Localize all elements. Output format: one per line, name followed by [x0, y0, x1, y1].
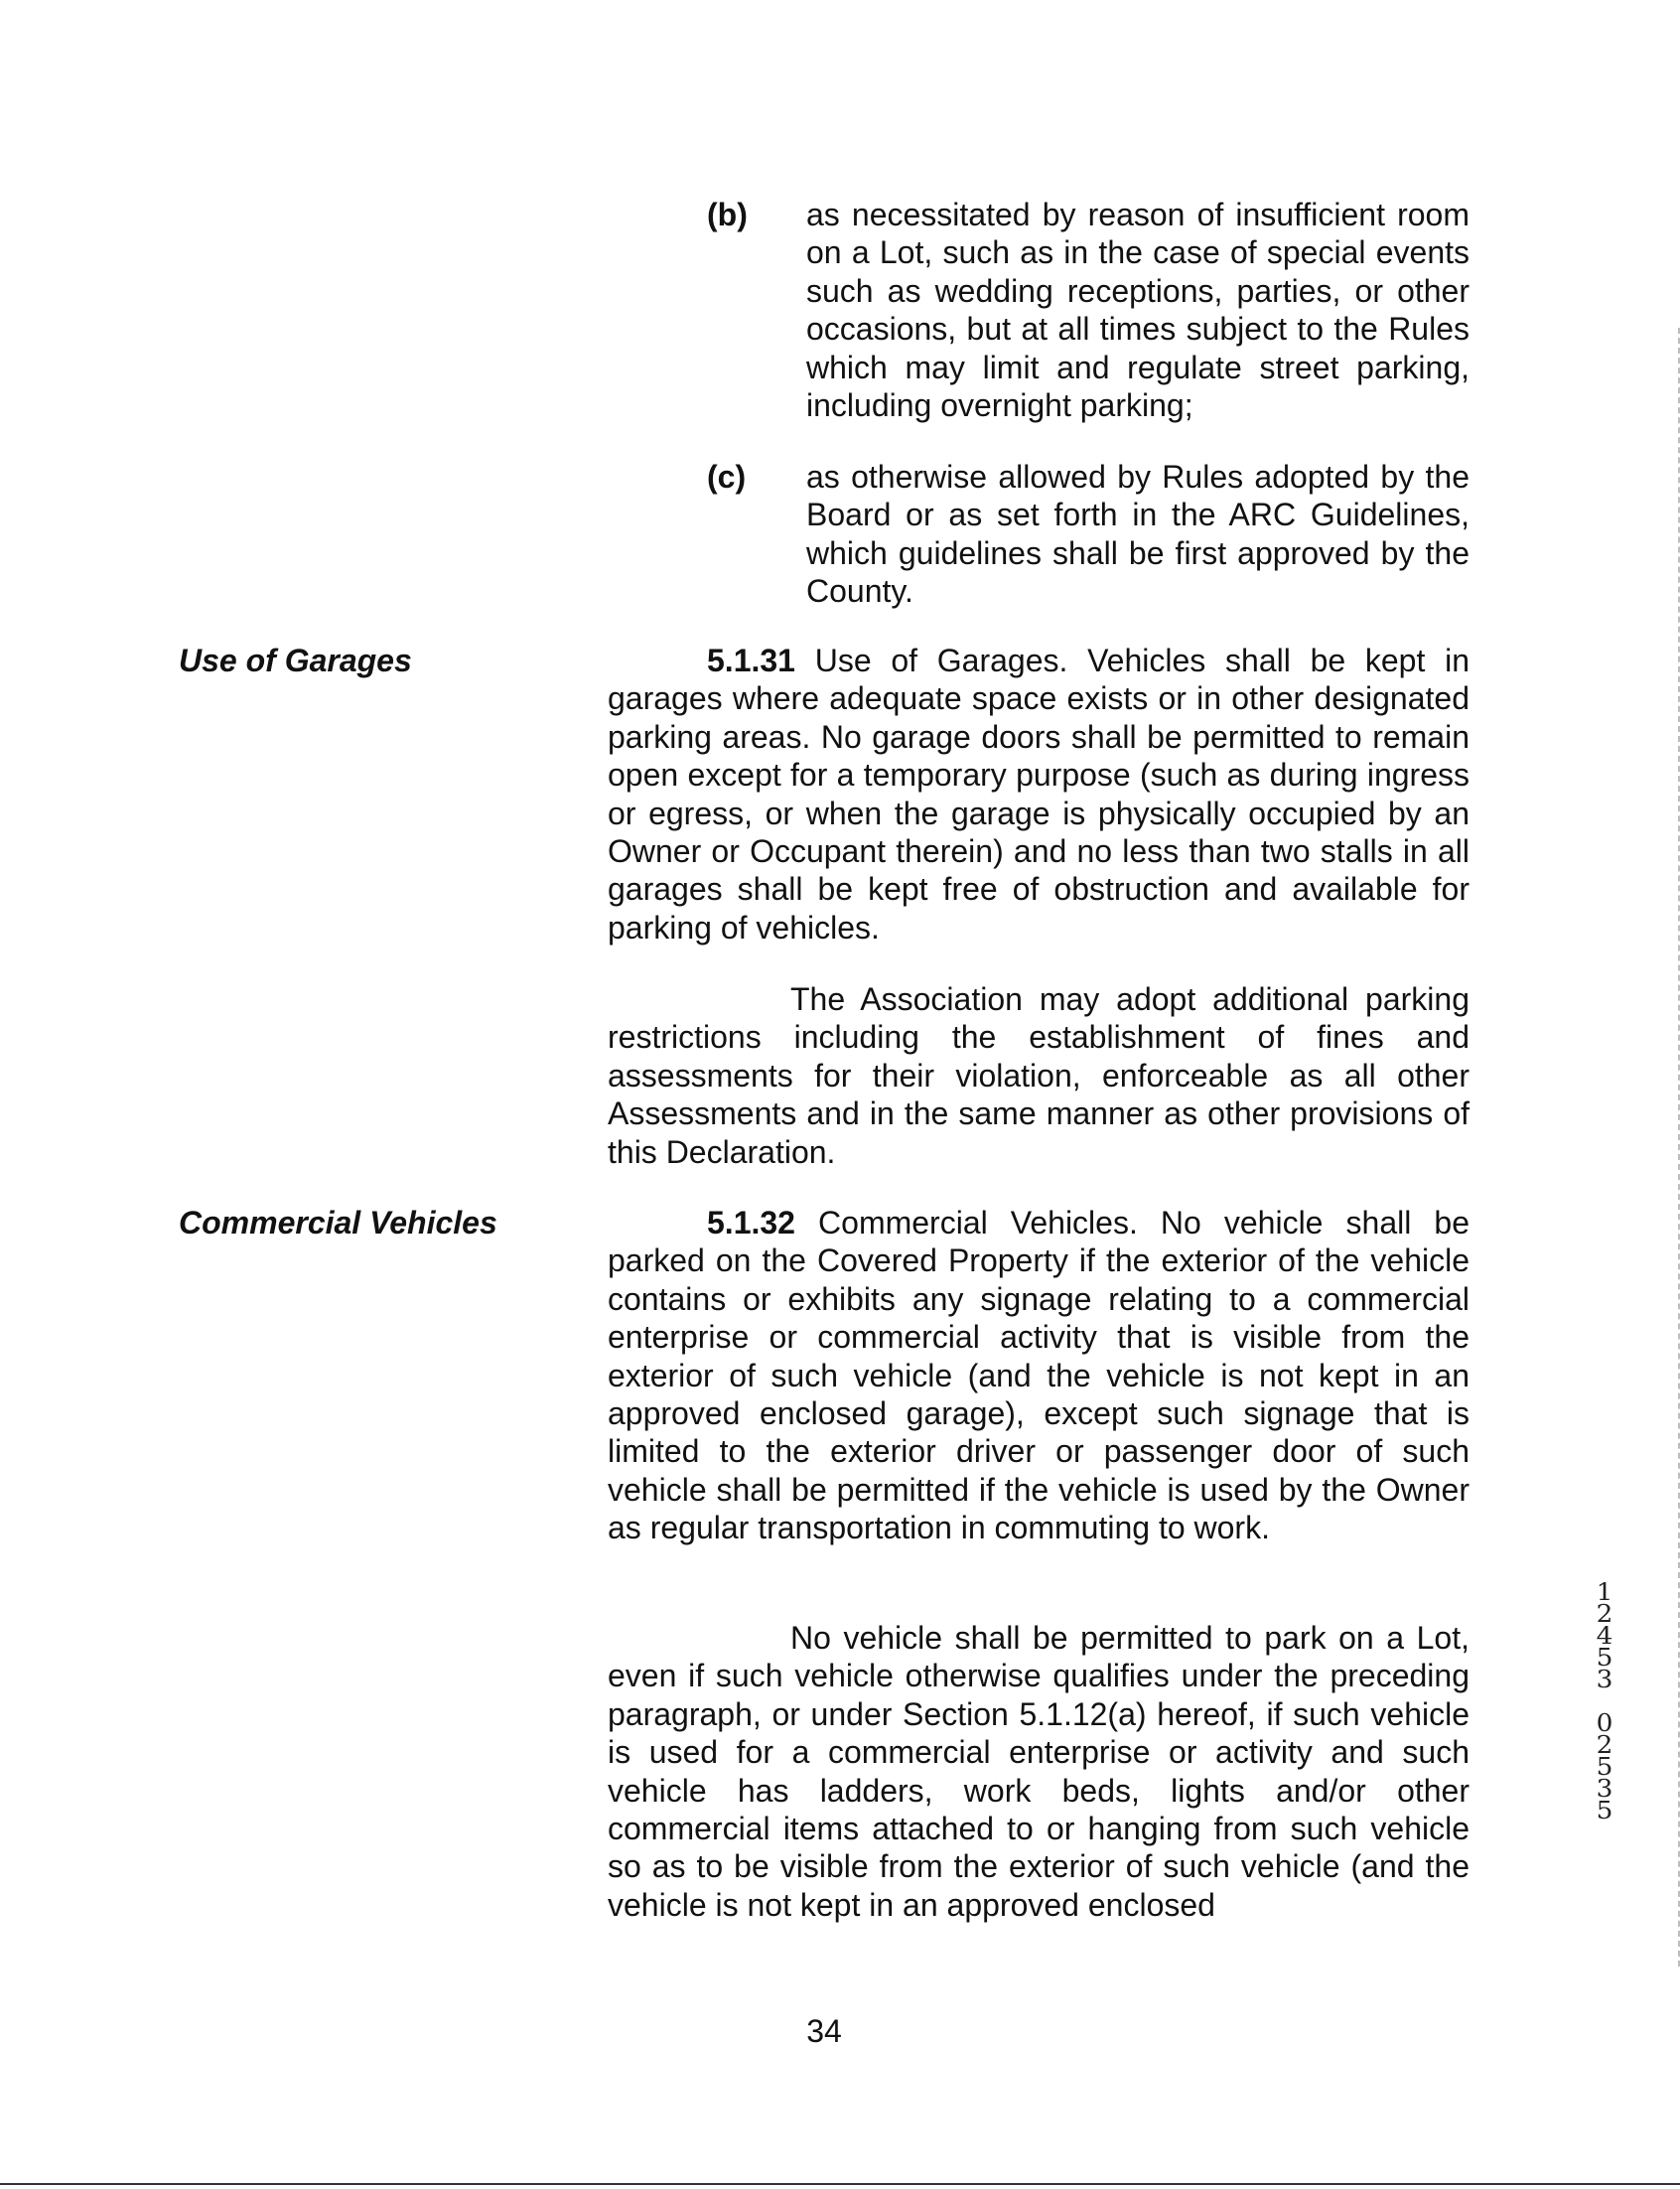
stamp-digit: 2 — [1596, 1600, 1613, 1628]
section-number: 5.1.32 — [707, 1205, 795, 1240]
section-body: Use of Garages. Vehicles shall be kept in garages where adequate space exists or in other designated parking areas. No garage doors shall be permitted to remain open except for a temporary purpose (such as during ingress or egress, or when the garage is physically occupied by an Owner or Occupant therein) and no less than two stalls in all garages shall be kept free of obstruction and available for parking of vehicles. — [608, 643, 1470, 946]
subitem-b-label: (b) — [707, 197, 748, 232]
section-number: 5.1.31 — [707, 643, 795, 678]
stamp-digit: 5 — [1596, 1753, 1613, 1781]
section-5-1-31-paragraph — [608, 642, 1470, 947]
stamp-digit: 3 — [1596, 1666, 1613, 1693]
subitem-c-text: as otherwise allowed by Rules adopted by the Board or as set forth in the ARC Guidelines, which guidelines shall be first approved by the County. — [806, 459, 1470, 610]
stamp-digit: 4 — [1596, 1622, 1613, 1650]
page-number: 34 — [806, 2013, 842, 2049]
subitem-b-text: as necessitated by reason of insufficient room on a Lot, such as in the case of special events such as wedding receptions, parties, or other occasions, but at all times subject to the Rules which may limit and regulate street parking, including overnight parking; — [806, 197, 1470, 424]
stamp-digit: 5 — [1596, 1797, 1613, 1824]
margin-heading-use-of-garages: Use of Garages — [179, 643, 412, 678]
subitem-c-label: (c) — [707, 459, 747, 495]
section-5-1-32-paragraph — [608, 1204, 1470, 1547]
section-5-1-31-paragraph-2: The Association may adopt additional parking restrictions including the establishment of fines and assessments for their violation, enforceable as all other Assessments and in the same manner as other provisions of this Declaration. — [608, 981, 1470, 1170]
stamp-digit: 5 — [1596, 1644, 1613, 1672]
stamp-digit: 0 — [1596, 1709, 1613, 1737]
stamp-digit: 3 — [1596, 1775, 1613, 1803]
scan-bottom-rule — [0, 2183, 1680, 2185]
section-5-1-32-paragraph-2: No vehicle shall be permitted to park on a Lot, even if such vehicle otherwise qualifies under the preceding paragraph, or under Section 5.1.12(a) hereof, if such vehicle is used for a commercial enterprise or activity and such vehicle has ladders, work beds, lights and/or other commercial items attached to or hanging from such vehicle so as to be visible from the exterior of such vehicle (and the vehicle is not kept in an approved enclosed — [608, 1620, 1470, 1923]
section-body: Commercial Vehicles. No vehicle shall be parked on the Covered Property if the exterior of the vehicle contains or exhibits any signage relating to a commercial enterprise or commercial activity that is visible from the exterior of such vehicle (and the vehicle is not kept in an approved enclosed garage), except such signage that is limited to the exterior driver or passenger door of such vehicle shall be permitted if the vehicle is used by the Owner as regular transportation in commuting to work. — [608, 1205, 1470, 1546]
stamp-digit: 1 — [1596, 1578, 1613, 1606]
recording-stamp — [1591, 1578, 1618, 1824]
margin-heading-commercial-vehicles: Commercial Vehicles — [179, 1205, 497, 1240]
stamp-digit: 2 — [1596, 1731, 1613, 1759]
